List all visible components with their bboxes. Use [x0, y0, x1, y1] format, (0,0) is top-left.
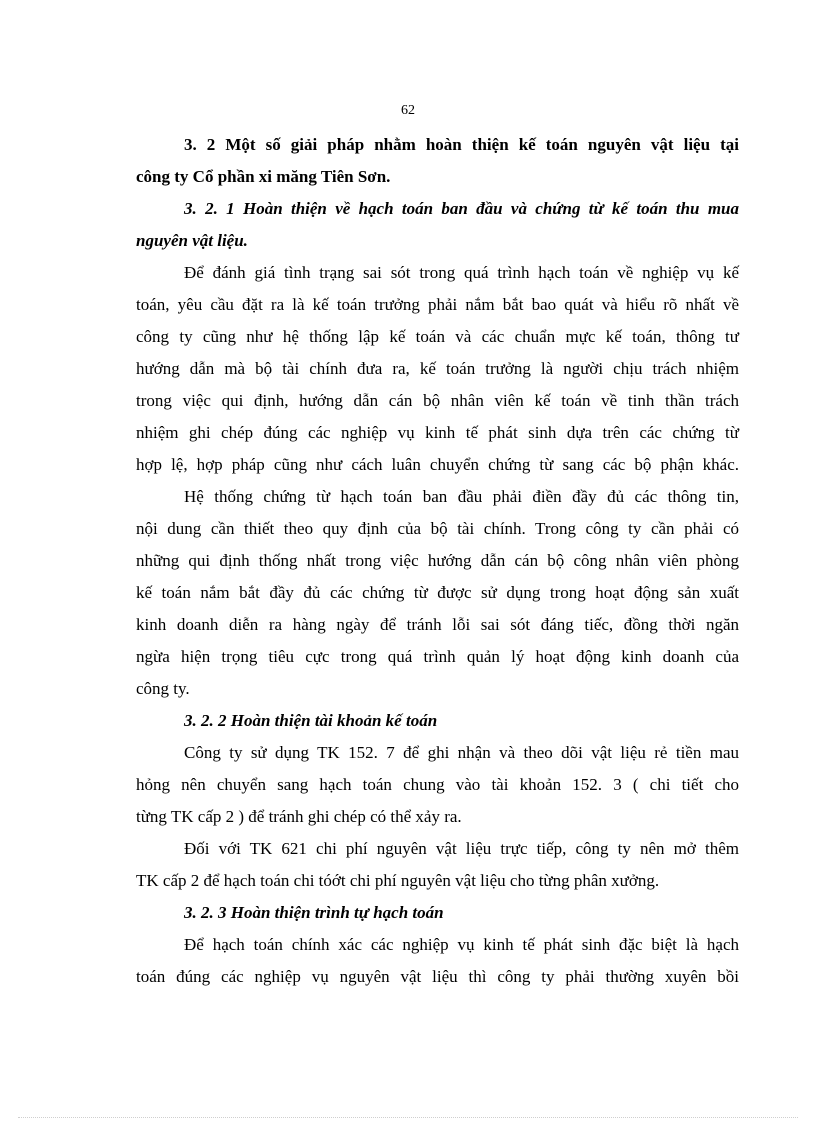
body-text-line: hỏng nên chuyển sang hạch toán chung vào tài khoản 152. 3 ( chi tiết cho: [136, 775, 739, 794]
heading-line: nguyên vật liệu.: [136, 231, 248, 250]
body-text-line: kế toán nắm bắt đầy đủ các chứng từ được sử dụng trong hoạt động sản xuất: [136, 583, 739, 602]
heading-line: 3. 2. 3 Hoàn thiện trình tự hạch toán: [184, 903, 444, 922]
body-text-line: ngừa hiện trọng tiêu cực trong quá trình quản lý hoạt động kinh doanh của: [136, 647, 739, 666]
heading-line: 3. 2. 2 Hoàn thiện tài khoản kế toán: [184, 711, 438, 730]
body-text-line: kinh doanh diễn ra hàng ngày để tránh lỗi sai sót đáng tiếc, đồng thời ngăn: [136, 615, 739, 634]
body-text-line: Để hạch toán chính xác các nghiệp vụ kinh tế phát sinh đặc biệt là hạch: [184, 935, 739, 954]
body-text-line: nội dung cần thiết theo quy định của bộ tài chính. Trong công ty cần phải có: [136, 519, 739, 538]
body-text-line: từng TK cấp 2 ) để tránh ghi chép có thể xảy ra.: [136, 807, 462, 826]
body-text-line: Hệ thống chứng từ hạch toán ban đầu phải điền đầy đủ các thông tin,: [184, 487, 739, 506]
body-text-line: công ty.: [136, 679, 190, 698]
heading-line: công ty Cổ phần xi măng Tiên Sơn.: [136, 167, 391, 186]
heading-line: 3. 2. 1 Hoàn thiện về hạch toán ban đầu và chứng từ kế toán thu mua: [184, 199, 739, 218]
body-text-line: Đối với TK 621 chi phí nguyên vật liệu trực tiếp, công ty nên mở thêm: [184, 839, 739, 858]
body-text-line: Công ty sử dụng TK 152. 7 để ghi nhận và theo dõi vật liệu rẻ tiền mau: [184, 743, 739, 762]
body-text-line: công ty cũng như hệ thống lập kế toán và các chuẩn mực kế toán, thông tư: [136, 327, 739, 346]
body-text-line: TK cấp 2 để hạch toán chi tóớt chi phí nguyên vật liệu cho từng phân xưởng.: [136, 871, 660, 890]
page-bottom-divider: [18, 1117, 798, 1118]
body-text-line: hướng dẫn mà bộ tài chính đưa ra, kế toán trưởng là người chịu trách nhiệm: [136, 359, 739, 378]
body-text-line: toán đúng các nghiệp vụ nguyên vật liệu thì công ty phải thường xuyên bồi: [136, 967, 739, 986]
body-text-line: nhiệm ghi chép đúng các nghiệp vụ kinh tế phát sinh dựa trên các chứng từ: [136, 423, 739, 442]
body-text-line: toán, yêu cầu đặt ra là kế toán trưởng phải nắm bắt bao quát và hiểu rõ nhất về: [136, 295, 739, 314]
page-number: 62: [401, 103, 415, 118]
document-body: [136, 129, 739, 993]
body-text-line: hợp lệ, hợp pháp cũng như cách luân chuyển chứng từ sang các bộ phận khác.: [136, 455, 739, 474]
heading-line: 3. 2 Một số giải pháp nhằm hoàn thiện kế toán nguyên vật liệu tại: [184, 135, 739, 154]
body-text-line: những qui định thống nhất trong việc hướng dẫn cán bộ công nhân viên phòng: [136, 551, 739, 570]
body-text-line: trong việc qui định, hướng dẫn cán bộ nhân viên kế toán về tinh thần trách: [136, 391, 739, 410]
body-text-line: Để đánh giá tình trạng sai sót trong quá trình hạch toán về nghiệp vụ kế: [184, 263, 739, 282]
